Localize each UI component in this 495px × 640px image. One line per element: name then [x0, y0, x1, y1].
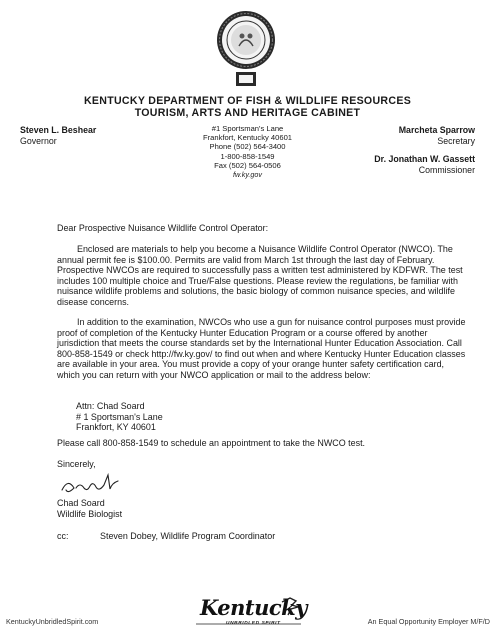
- paragraph-2: [57, 317, 467, 381]
- cc-label: cc:: [57, 531, 69, 541]
- secretary-title: Secretary: [437, 136, 475, 146]
- address-block: [170, 124, 325, 179]
- footer-website: KentuckyUnbridledSpirit.com: [6, 617, 99, 626]
- attn-line1: Attn: Chad Soard: [76, 401, 145, 411]
- department-title: KENTUCKY DEPARTMENT OF FISH & WILDLIFE RESOURCES: [83, 95, 412, 107]
- paragraph-2-text: In addition to the examination, NWCOs who use a gun for nuisance control purposes must provide proof of completion of the Kentucky Hunter Education Program or a course offered by another jurisdiction that meets the course standards set by the International Hunter Education Association. Call 800-858-1549 or check http://fw.ky.gov/ to find out when and where Kentucky Hunter Education classes are available in your area. You must provide a copy of your orange hunter safety certification card, which you can return with your NWCO application or mail to the address below:: [57, 317, 466, 380]
- attention-address: [76, 401, 276, 433]
- signer-block: [57, 498, 467, 519]
- call-instruction: Please call 800-858-1549 to schedule an appointment to take the NWCO test.: [57, 438, 366, 448]
- signer-title: Wildlife Biologist: [57, 508, 123, 519]
- closing: Sincerely,: [57, 459, 96, 469]
- paragraph-1-text: Enclosed are materials to help you become a Nuisance Wildlife Control Operator (NWCO). The annual permit fee is $100.00. Permits are valid from March 1st through the last day of February. Prospective NWCOs are required to successfully pass a written test administered by KDFWR. The test includes 100 multiple choice and True/False questions. Please review the regulations, be familiar with nuisance wildlife problems and solutions, the basic biology of common nuisance species, and wildlife disease concerns.: [57, 244, 463, 307]
- attn-line2: # 1 Sportsman's Lane: [76, 411, 163, 422]
- commissioner-name: Dr. Jonathan W. Gassett: [374, 154, 475, 164]
- secretary-name: Marcheta Sparrow: [398, 125, 475, 135]
- address-tollfree: 1-800-858-1549: [220, 151, 275, 161]
- address-line1: #1 Sportsman's Lane: [211, 124, 284, 133]
- address-fax: Fax (502) 564-0506: [214, 160, 281, 170]
- salutation: Dear Prospective Nuisance Wildlife Control Operator:: [57, 223, 269, 233]
- governor-name: Steven L. Beshear: [20, 125, 97, 135]
- logo-wordmark: Kentucky: [200, 595, 307, 620]
- address-phone: Phone (502) 564-3400: [209, 142, 286, 152]
- governor-title: Governor: [20, 136, 57, 146]
- kentucky-seal-icon: [214, 4, 278, 92]
- footer-eoe: An Equal Opportunity Employer M/F/D: [367, 617, 490, 626]
- signer-name: Chad Soard: [57, 498, 105, 508]
- cc-recipient: Steven Dobey, Wildlife Program Coordinator: [100, 531, 276, 541]
- logo-tagline: UNBRIDLED SPIRIT: [226, 621, 281, 626]
- address-web: fw.ky.gov: [232, 170, 263, 180]
- cabinet-title: TOURISM, ARTS AND HERITAGE CABINET: [134, 107, 361, 119]
- commissioner-title: Commissioner: [418, 165, 475, 175]
- address-line2: Frankfort, Kentucky 40601: [202, 133, 293, 143]
- signature-icon: [58, 472, 128, 498]
- attn-line3: Frankfort, KY 40601: [76, 422, 156, 433]
- paragraph-1: [57, 244, 467, 308]
